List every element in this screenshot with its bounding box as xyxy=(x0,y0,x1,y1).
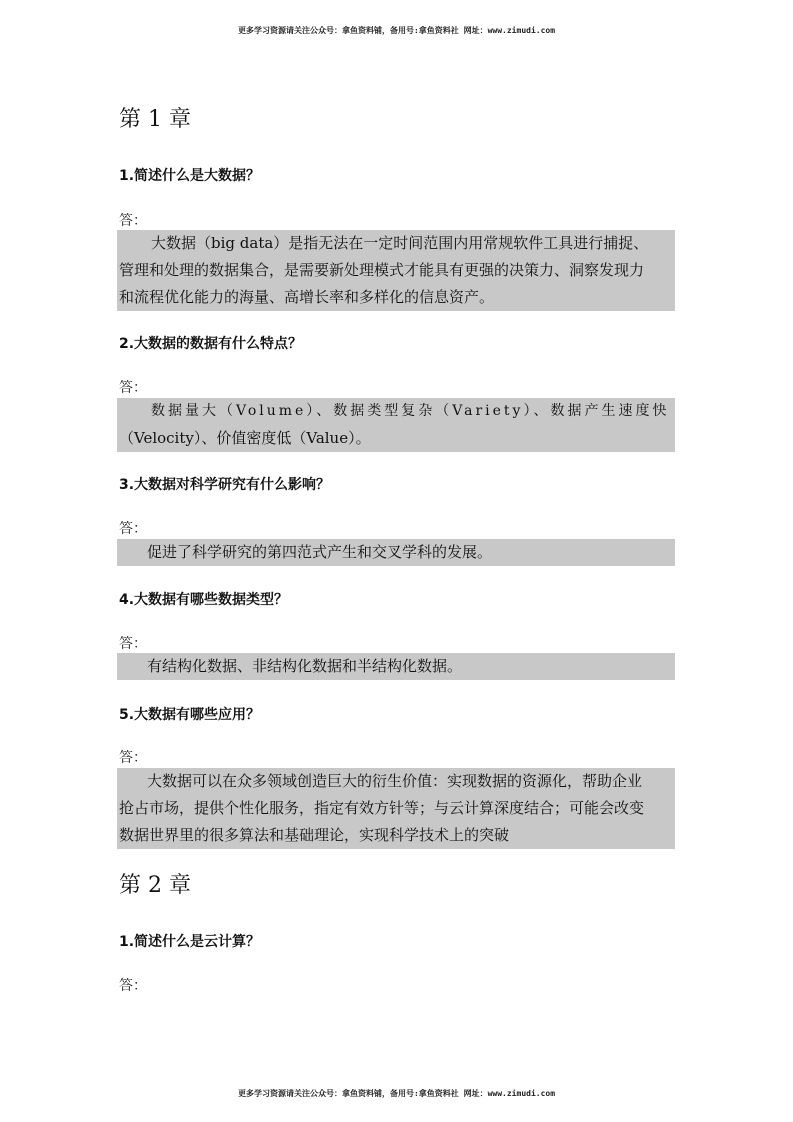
answer-box-1-4 xyxy=(117,653,675,680)
answer-line: （Velocity）、价值密度低（Value）。 xyxy=(119,429,371,447)
question-1-4: 4.大数据有哪些数据类型？ xyxy=(119,592,289,608)
question-1-5: 5.大数据有哪些应用？ xyxy=(119,707,261,723)
chapter-2-title: 第 2 章 xyxy=(119,873,191,898)
answer-line: 数据世界里的很多算法和基础理论，实现科学技术上的突破 xyxy=(119,826,510,844)
answer-line: 抢占市场，提供个性化服务，指定有效方针等；与云计算深度结合；可能会改变 xyxy=(119,799,645,817)
answer-line: 促进了科学研究的第四范式产生和交叉学科的发展。 xyxy=(147,543,493,561)
question-1-3: 3.大数据对科学研究有什么影响？ xyxy=(119,477,331,493)
answer-line: 大数据可以在众多领域创造巨大的衍生价值：实现数据的资源化，帮助企业 xyxy=(147,772,643,790)
answer-box-1-3 xyxy=(117,539,675,566)
answer-box-1-1 xyxy=(117,230,675,311)
answer-line: 和流程优化能力的海量、高增长率和多样化的信息资产。 xyxy=(119,288,495,306)
answer-line: 数据量大（Volume）、数据类型复杂（Variety）、数据产生速度快 xyxy=(151,403,670,419)
question-1-1: 1.简述什么是大数据？ xyxy=(119,168,261,184)
answer-line: 大数据（big data）是指无法在一定时间范围内用常规软件工具进行捕捉、 xyxy=(151,234,649,252)
answer-line: 有结构化数据、非结构化数据和半结构化数据。 xyxy=(147,657,463,675)
question-2-1: 1.简述什么是云计算？ xyxy=(119,934,261,950)
answer-label-1-3: 答： xyxy=(119,521,147,537)
page-header: 更多学习资源请关注公众号：拿鱼资料铺，备用号:拿鱼资料社 网址：www.zimudi.com xyxy=(237,26,556,35)
page-footer: 更多学习资源请关注公众号：拿鱼资料铺，备用号:拿鱼资料社 网址：www.zimudi.com xyxy=(237,1089,556,1098)
answer-label-1-5: 答： xyxy=(119,750,147,766)
answer-label-2-1: 答： xyxy=(119,978,147,994)
question-1-2: 2.大数据的数据有什么特点？ xyxy=(119,336,303,352)
answer-label-1-2: 答： xyxy=(119,380,147,396)
answer-label-1-1: 答： xyxy=(119,213,147,229)
chapter-1-title: 第 1 章 xyxy=(119,107,191,132)
answer-label-1-4: 答： xyxy=(119,636,147,652)
answer-line: 管理和处理的数据集合，是需要新处理模式才能具有更强的决策力、洞察发现力 xyxy=(119,261,645,279)
answer-box-1-5 xyxy=(117,768,675,849)
answer-box-1-2 xyxy=(117,398,675,452)
